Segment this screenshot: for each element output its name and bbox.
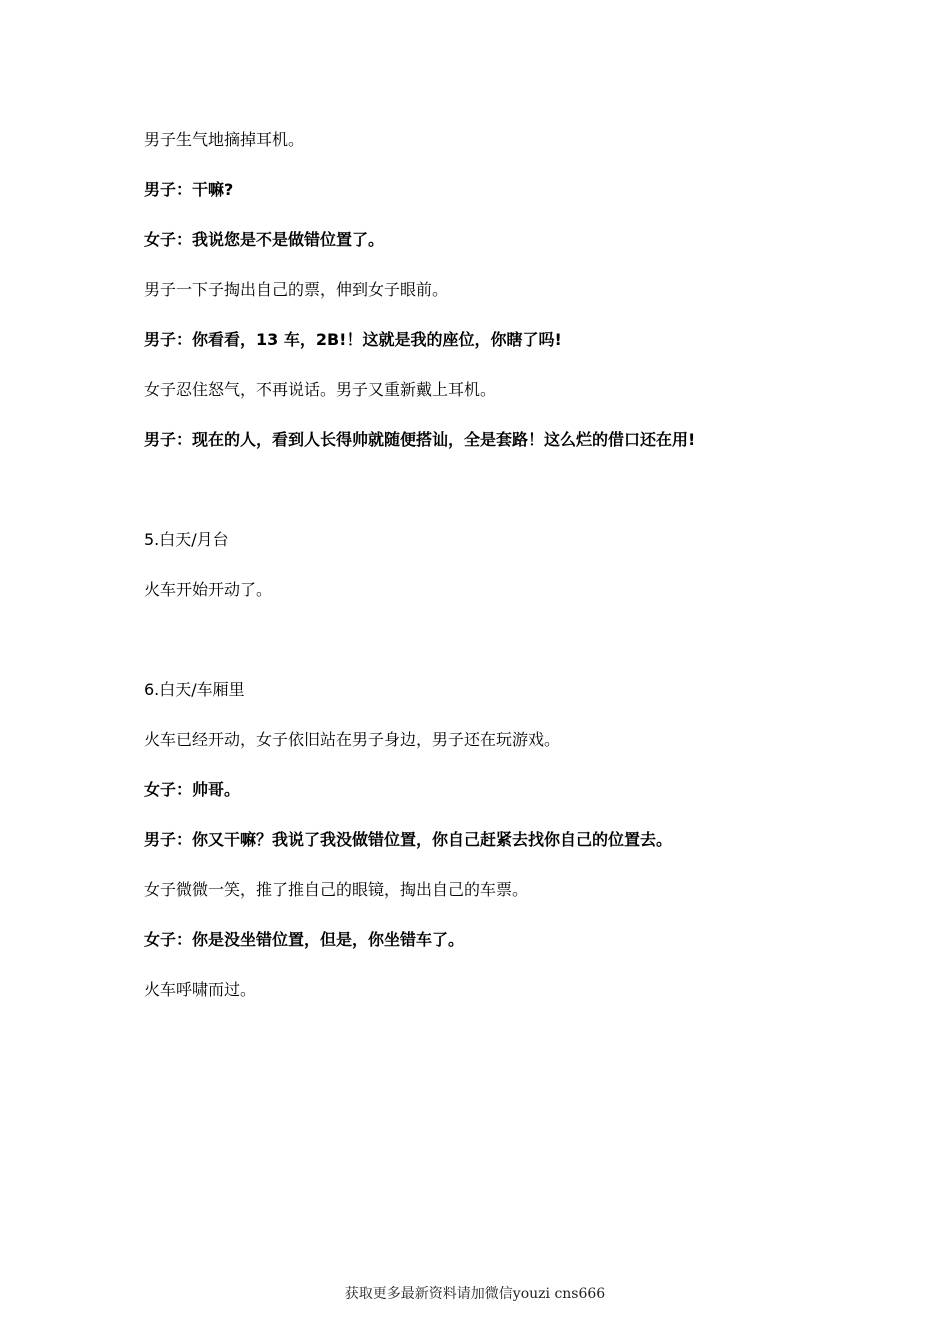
scene-spacer bbox=[144, 478, 824, 528]
dialogue-line: 女子：帅哥。 bbox=[144, 780, 241, 799]
dialogue-line: 女子：你是没坐错位置，但是，你坐错车了。 bbox=[144, 930, 465, 949]
dialogue-line: 男子：你又干嘛？我说了我没做错位置，你自己赶紧去找你自己的位置去。 bbox=[144, 830, 673, 849]
scene-heading: 6.白天/车厢里 bbox=[144, 680, 245, 699]
dialogue-line: 男子：现在的人，看到人长得帅就随便搭讪，全是套路！这么烂的借口还在用! bbox=[144, 430, 696, 449]
screenplay-body bbox=[144, 128, 824, 1028]
action-line: 火车已经开动，女子依旧站在男子身边，男子还在玩游戏。 bbox=[144, 730, 561, 749]
scene-spacer bbox=[144, 628, 824, 678]
page-footer: 获取更多最新资料请加微信youzi cns666 bbox=[344, 1286, 606, 1302]
dialogue-line: 男子：干嘛? bbox=[144, 180, 234, 199]
action-line: 女子微微一笑，推了推自己的眼镜，掏出自己的车票。 bbox=[144, 880, 529, 899]
dialogue-line: 女子：我说您是不是做错位置了。 bbox=[144, 230, 385, 249]
action-line: 男子生气地摘掉耳机。 bbox=[144, 130, 305, 149]
action-line: 火车呼啸而过。 bbox=[144, 980, 257, 999]
scene-heading: 5.白天/月台 bbox=[144, 530, 229, 549]
dialogue-line: 男子：你看看，13 车，2B!！这就是我的座位，你瞎了吗! bbox=[144, 330, 562, 349]
action-line: 火车开始开动了。 bbox=[144, 580, 273, 599]
action-line: 男子一下子掏出自己的票，伸到女子眼前。 bbox=[144, 280, 449, 299]
action-line: 女子忍住怒气，不再说话。男子又重新戴上耳机。 bbox=[144, 380, 497, 399]
